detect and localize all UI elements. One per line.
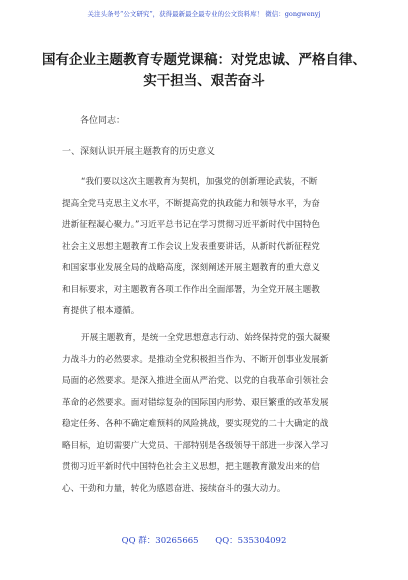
title-line-2: 实干担当、艰苦奋斗 (143, 73, 265, 89)
footer-contact (0, 534, 408, 546)
paragraph-1 (62, 172, 346, 323)
paragraph-line: 社会主义思想主题教育工作会议上发表重要讲话，从新时代新征程党 (62, 241, 320, 252)
paragraph-2 (62, 328, 346, 500)
paragraph-line: 提高全党马克思主义水平，不断提高党的执政能力和领导水平，为奋 (62, 198, 320, 209)
paragraph-line: 略目标，迫切需要广大党员、干部特别是各级领导干部进一步深入学习 (62, 440, 329, 451)
paragraph-line: 革命的必然要求。面对错综复杂的国际国内形势、艰巨繁重的改革发展 (62, 397, 329, 408)
section-heading-1: 一、深刻认识开展主题教育的历史意义 (62, 147, 216, 157)
salutation: 各位同志： (80, 116, 126, 126)
paragraph-line: 开展主题教育，是统一全党思想意志行动、始终保持党的强大凝聚 (81, 333, 331, 343)
paragraph-line: 育提供了根本遵循。 (62, 306, 140, 316)
paragraph-line: 心、干劲和力量，转化为感恩奋进、接续奋斗的强大动力。 (62, 483, 286, 494)
paragraph-line: 局面的必然要求。是深入推进全面从严治党、以党的自我革命引领社会 (62, 376, 329, 386)
footer-qq-group: QQ 群：30265665 (121, 536, 199, 546)
paragraph-line: 进新征程凝心聚力。”习近平总书记在学习贯彻习近平新时代中国特色 (62, 220, 320, 230)
document-title (30, 50, 378, 92)
top-banner: 关注头条号“公文研究”，获得最新最全最专业的公文资料库！ 微信：gongwenyj (87, 10, 321, 18)
paragraph-line: 稳定任务、各种不确定难预料的风险挑战，要实现党的二十大确定的战 (62, 419, 329, 429)
footer-qq: QQ：535304092 (215, 536, 287, 546)
paragraph-line: 和目标要求，对主题教育各项工作作出全面部署，为全党开展主题教 (62, 284, 320, 295)
paragraph-line: 贯彻习近平新时代中国特色社会主义思想，把主题教育激发出来的信 (62, 462, 320, 472)
title-line-1: 国有企业主题教育专题党课稿：对党忠诚、严格自律、 (42, 52, 366, 68)
paragraph-line: 和国家事业发展全局的战略高度，深刻阐述开展主题教育的重大意义 (62, 263, 320, 273)
paragraph-line: 力战斗力的必然要求。是推动全党积极担当作为、不断开创事业发展新 (62, 354, 329, 365)
paragraph-line: “我们要以这次主题教育为契机，加强党的创新理论武装，不断 (81, 177, 318, 187)
